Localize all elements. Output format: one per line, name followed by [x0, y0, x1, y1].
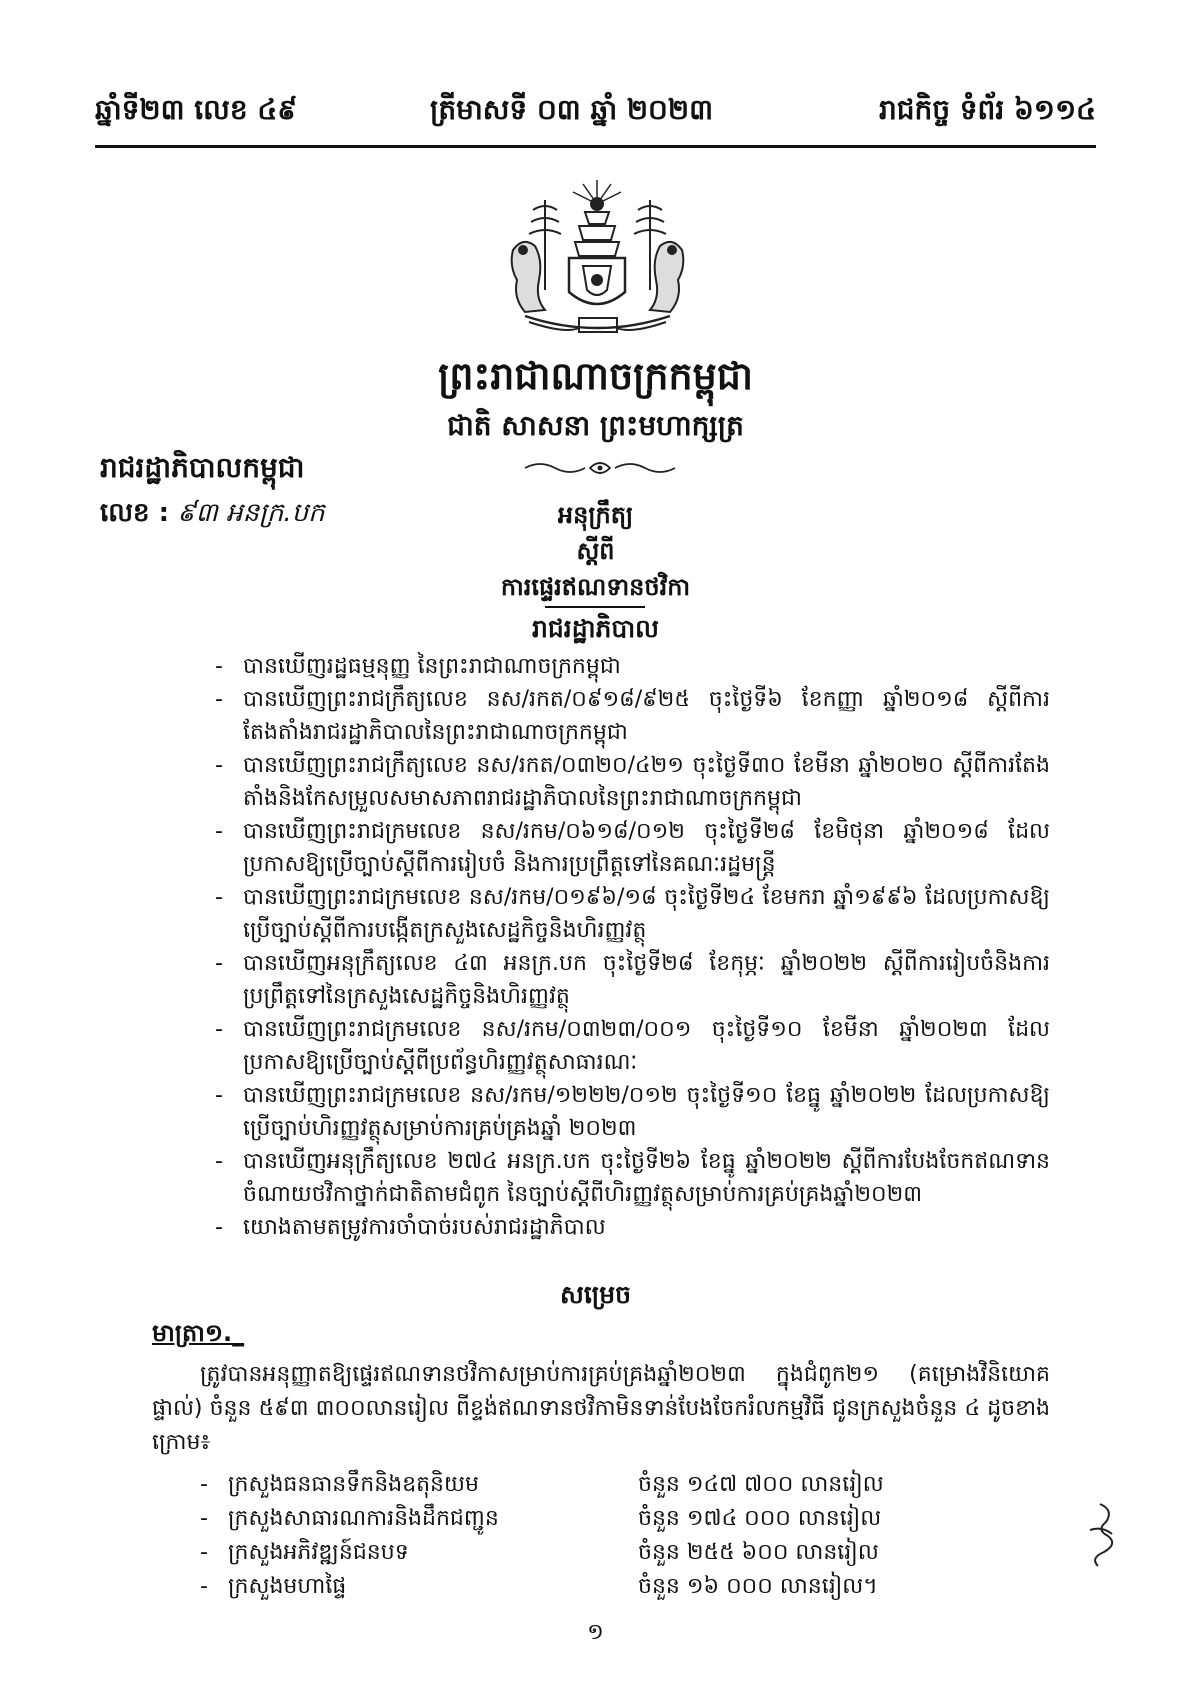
allocation-amount: ចំនួន ១៤៧ ៧០០ លានរៀល [638, 1472, 884, 1497]
article-title: មាត្រា១._ [152, 1319, 245, 1347]
ministry-name: ក្រសួងសាធារណការនិងដឹកជញ្ជូន [228, 1506, 499, 1531]
list-item: - បានឃើញព្រះរាជក្រមលេខ នស/រកម/០៦១៨/០១២ ចុះថ្ងៃទី២៨ ខែមិថុនា ឆ្នាំ២០១៨ ដែលប្រកាសឱ្យប្រើច្បាប់ស្តីពីការរៀបចំ និងការប្រព្រឹត្តទៅនៃគណៈរដ្ឋមន្ត្រី [215, 815, 1050, 881]
allocation-list [200, 1468, 920, 1604]
reference-text: បានឃើញព្រះរាជក្រមលេខ នស/រកម/០៣២៣/០០១ ចុះថ្ងៃទី១០ ខែមីនា ឆ្នាំ២០២៣ ដែលប្រកាសឱ្យប្រើច្បាប់ស្តីពីប្រព័ន្ធហិរញ្ញវត្ថុសាធារណៈ [243, 1017, 1050, 1075]
table-row: - ក្រសួងសាធារណការនិងដឹកជញ្ជូន ចំនួន ១៧៤ ០០០ លានរៀល [200, 1502, 920, 1536]
table-row: - ក្រសួងអភិវឌ្ឍន៍ជនបទ ចំនួន ២៥៥ ៦០០ លានរៀល [200, 1536, 920, 1570]
royal-coat-of-arms-icon [505, 180, 690, 345]
reference-text: បានឃើញព្រះរាជក្រមលេខ នស/រកម/១២២២/០១២ ចុះថ្ងៃទី១០ ខែធ្នូ ឆ្នាំ២០២២ ដែលប្រកាសឱ្យប្រើច្បាប់ហិរញ្ញវត្ថុសម្រាប់ការគ្រប់គ្រងឆ្នាំ ២០២៣ [243, 1083, 1050, 1141]
list-item: - បានឃើញព្រះរាជក្រមលេខ នស/រកម/០៣២៣/០០១ ចុះថ្ងៃទី១០ ខែមីនា ឆ្នាំ២០២៣ ដែលប្រកាសឱ្យប្រើច្បាប់ស្តីពីប្រព័ន្ធហិរញ្ញវត្ថុសាធារណៈ [215, 1013, 1050, 1079]
reference-text: បានឃើញអនុក្រឹត្យលេខ ៤៣ អនក្រ.បក ចុះថ្ងៃទី២៨ ខែកុម្ភៈ ឆ្នាំ២០២២ ស្តីពីការរៀបចំនិងការប្រព្រឹត្តទៅនៃក្រសួងសេដ្ឋកិច្ចនិងហិរញ្ញវត្ថុ [243, 951, 1050, 1009]
document-number-label: លេខ : [100, 498, 169, 528]
reference-text: យោងតាមតម្រូវការចាំបាច់របស់រាជរដ្ឋាភិបាល [243, 1215, 606, 1240]
page-number: ១ [587, 1620, 604, 1645]
list-item: - បានឃើញរដ្ឋធម្មនុញ្ញ នៃព្រះរាជាណាចក្រកម្ពុជា [215, 650, 1050, 683]
list-item: - បានឃើញព្រះរាជក្រឹត្យលេខ នស/រកត/០៣២០/៤២១ ចុះថ្ងៃទី៣០ ខែមីនា ឆ្នាំ២០២០ ស្តីពីការតែងតាំងនិងកែសម្រួលសមាសភាពរាជរដ្ឋាភិបាលនៃព្រះរាជាណាចក្រកម្ពុជា [215, 749, 1050, 815]
document-on: ស្តីពី [576, 537, 615, 565]
national-motto: ជាតិ សាសនា ព្រះមហាក្សត្រ [447, 409, 744, 442]
reference-text: បានឃើញព្រះរាជក្រមលេខ នស/រកម/០៦១៨/០១២ ចុះថ្ងៃទី២៨ ខែមិថុនា ឆ្នាំ២០១៨ ដែលប្រកាសឱ្យប្រើច្បាប់ស្តីពីការរៀបចំ និងការប្រព្រឹត្តទៅនៃគណៈរដ្ឋមន្ត្រី [243, 819, 1050, 877]
reference-text: បានឃើញព្រះរាជក្រឹត្យលេខ នស/រកត/០៣២០/៤២១ ចុះថ្ងៃទី៣០ ខែមីនា ឆ្នាំ២០២០ ស្តីពីការតែងតាំងនិងកែសម្រួលសមាសភាពរាជរដ្ឋាភិបាលនៃព្រះរាជាណាចក្រកម្ពុជា [243, 753, 1050, 811]
subject-divider [545, 606, 645, 608]
article-body: ត្រូវបានអនុញ្ញាតឱ្យផ្ទេរឥណទានថវិកាសម្រាប់ការគ្រប់គ្រងឆ្នាំ២០២៣ ក្នុងជំពូក២១ (គម្រោងវិនិយោគផ្ទាល់) ចំនួន ៥៩៣ ៣០០លានរៀល ពីខ្ទង់ឥណទានថវិកាមិនទាន់បែងចែករំលកម្មវិធី ជូនក្រសួងចំនួន ៤ ដូចខាងក្រោម៖ [152, 1362, 1050, 1455]
list-item: - បានឃើញព្រះរាជក្រឹត្យលេខ នស/រកត/០៩១៨/៩២៥ ចុះថ្ងៃទី៦ ខែកញ្ញា ឆ្នាំ២០១៨ ស្តីពីការតែងតាំងរាជរដ្ឋាភិបាលនៃព្រះរាជាណាចក្រកម្ពុជា [215, 683, 1050, 749]
reference-text: បានឃើញព្រះរាជក្រមលេខ នស/រកម/០១៩៦/១៨ ចុះថ្ងៃទី២៤ ខែមករា ឆ្នាំ១៩៩៦ ដែលប្រកាសឱ្យប្រើច្បាប់ស្តីពីការបង្កើតក្រសួងសេដ្ឋកិច្ចនិងហិរញ្ញវត្ថុ [243, 885, 1050, 943]
gazette-quarter: ត្រីមាសទី ០៣ ឆ្នាំ ២០២៣ [430, 93, 713, 126]
reference-text: បានឃើញព្រះរាជក្រឹត្យលេខ នស/រកត/០៩១៨/៩២៥ ចុះថ្ងៃទី៦ ខែកញ្ញា ឆ្នាំ២០១៨ ស្តីពីការតែងតាំងរាជរដ្ឋាភិបាលនៃព្រះរាជាណាចក្រកម្ពុជា [243, 687, 1050, 745]
allocation-amount: ចំនួន ១៧៤ ០០០ លានរៀល [638, 1506, 882, 1531]
kingdom-title: ព្រះរាជាណាចក្រកម្ពុជា [438, 354, 753, 398]
reference-text: បានឃើញអនុក្រឹត្យលេខ ២៧៤ អនក្រ.បក ចុះថ្ងៃទី២៦ ខែធ្នូ ឆ្នាំ២០២២ ស្តីពីការបែងចែកឥណទានចំណាយថវិកាថ្នាក់ជាតិតាមជំពូក នៃច្បាប់ស្តីពីហិរញ្ញវត្ថុសម្រាប់ការគ្រប់គ្រងឆ្នាំ២០២៣ [243, 1149, 1050, 1207]
decision-heading: សម្រេច [560, 1280, 631, 1309]
issuing-authority: រាជរដ្ឋាភិបាលកម្ពុជា [100, 451, 305, 484]
ministry-name: ក្រសួងអភិវឌ្ឍន៍ជនបទ [228, 1540, 409, 1565]
list-item: - យោងតាមតម្រូវការចាំបាច់របស់រាជរដ្ឋាភិបាល [215, 1211, 1050, 1244]
ministry-name: ក្រសួងធនធានទឹកនិងឧតុនិយម [228, 1472, 479, 1497]
table-row: - ក្រសួងមហាផ្ទៃ ចំនួន ១៦ ០០០ លានរៀល។ [200, 1570, 920, 1604]
ornament-divider-icon [520, 458, 680, 478]
list-item: - បានឃើញអនុក្រឹត្យលេខ ២៧៤ អនក្រ.បក ចុះថ្ងៃទី២៦ ខែធ្នូ ឆ្នាំ២០២២ ស្តីពីការបែងចែកឥណទានចំណាយថវិកាថ្នាក់ជាតិតាមជំពូក នៃច្បាប់ស្តីពីហិរញ្ញវត្ថុសម្រាប់ការគ្រប់គ្រងឆ្នាំ២០២៣ [215, 1145, 1050, 1211]
table-row: - ក្រសួងធនធានទឹកនិងឧតុនិយម ចំនួន ១៤៧ ៧០០ លានរៀល [200, 1468, 920, 1502]
document-number-value: ៩៣ អនក្រ.បក [177, 498, 325, 528]
decree-authority: រាជរដ្ឋាភិបាល [532, 614, 659, 643]
signature-initials-icon [1080, 1500, 1120, 1570]
gazette-year-issue: ឆ្នាំទី២៣ លេខ ៤៩ [95, 93, 298, 126]
header-divider [95, 145, 1096, 148]
allocation-amount: ចំនួន ១៦ ០០០ លានរៀល។ [638, 1574, 878, 1599]
document-type: អនុក្រឹត្យ [557, 501, 634, 529]
references-list [215, 650, 1050, 1244]
reference-text: បានឃើញរដ្ឋធម្មនុញ្ញ នៃព្រះរាជាណាចក្រកម្ពុជា [243, 654, 621, 679]
list-item: - បានឃើញព្រះរាជក្រមលេខ នស/រកម/១២២២/០១២ ចុះថ្ងៃទី១០ ខែធ្នូ ឆ្នាំ២០២២ ដែលប្រកាសឱ្យប្រើច្បាប់ហិរញ្ញវត្ថុសម្រាប់ការគ្រប់គ្រងឆ្នាំ ២០២៣ [215, 1079, 1050, 1145]
list-item: - បានឃើញព្រះរាជក្រមលេខ នស/រកម/០១៩៦/១៨ ចុះថ្ងៃទី២៤ ខែមករា ឆ្នាំ១៩៩៦ ដែលប្រកាសឱ្យប្រើច្បាប់ស្តីពីការបង្កើតក្រសួងសេដ្ឋកិច្ចនិងហិរញ្ញវត្ថុ [215, 881, 1050, 947]
gazette-page-number: រាជកិច្ច ទំព័រ ៦១១៤ [878, 93, 1096, 126]
list-item: - បានឃើញអនុក្រឹត្យលេខ ៤៣ អនក្រ.បក ចុះថ្ងៃទី២៨ ខែកុម្ភៈ ឆ្នាំ២០២២ ស្តីពីការរៀបចំនិងការប្រព្រឹត្តទៅនៃក្រសួងសេដ្ឋកិច្ចនិងហិរញ្ញវត្ថុ [215, 947, 1050, 1013]
ministry-name: ក្រសួងមហាផ្ទៃ [228, 1574, 347, 1599]
document-subject: ការផ្ទេរឥណទានថវិកា [500, 573, 691, 601]
allocation-amount: ចំនួន ២៥៥ ៦០០ លានរៀល [638, 1540, 879, 1565]
